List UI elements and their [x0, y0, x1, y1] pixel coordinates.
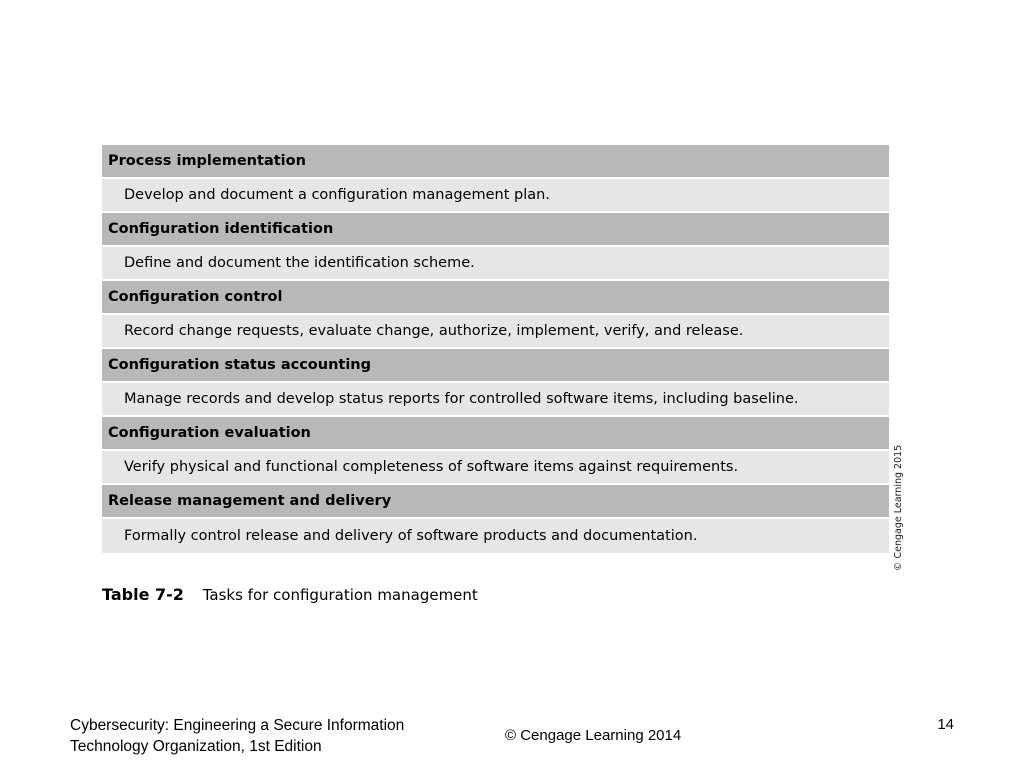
section-heading-configuration-status-accounting: Configuration status accounting [102, 349, 889, 383]
table-caption-number: Table 7-2 [102, 585, 184, 604]
footer-book-line2: Technology Organization, 1st Edition [70, 738, 322, 755]
config-management-table [102, 145, 889, 553]
table-caption-title: Tasks for configuration management [202, 586, 478, 604]
section-heading-configuration-evaluation: Configuration evaluation [102, 417, 889, 451]
table-caption [102, 585, 478, 604]
task-configuration-status-accounting: Manage records and develop status reports for controlled software items, including baseline. [102, 383, 889, 417]
task-release-management: Formally control release and delivery of software products and documentation. [102, 519, 889, 553]
section-heading-configuration-identification: Configuration identification [102, 213, 889, 247]
section-heading-configuration-control: Configuration control [102, 281, 889, 315]
footer-book-line1: Cybersecurity: Engineering a Secure Information [70, 717, 405, 734]
task-configuration-evaluation: Verify physical and functional completeness of software items against requirements. [102, 451, 889, 485]
footer-copyright: © Cengage Learning 2014 [505, 727, 682, 744]
image-credit: © Cengage Learning 2015 [893, 444, 904, 571]
page-number: 14 [937, 716, 954, 733]
section-heading-release-management: Release management and delivery [102, 485, 889, 519]
task-process-implementation: Develop and document a configuration management plan. [102, 179, 889, 213]
task-configuration-identification: Define and document the identification scheme. [102, 247, 889, 281]
footer-book-title [70, 715, 404, 757]
task-configuration-control: Record change requests, evaluate change, authorize, implement, verify, and release. [102, 315, 889, 349]
section-heading-process-implementation: Process implementation [102, 145, 889, 179]
